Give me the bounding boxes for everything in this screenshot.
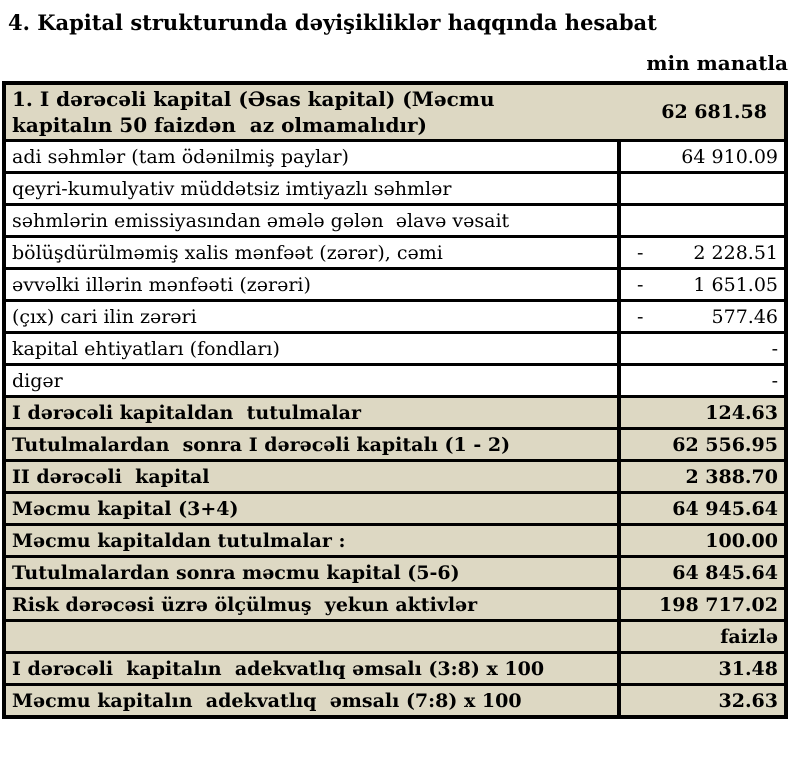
table-row: [6, 462, 784, 494]
row-label: I dərəcəli kapitaldan tutulmalar: [12, 401, 361, 424]
row-label: II dərəcəli kapital: [12, 465, 210, 488]
row-label: I dərəcəli kapitalın adekvatlıq əmsalı (3:8) x 100: [12, 657, 545, 680]
table-row: [6, 590, 784, 622]
row-value-cell: [617, 462, 784, 491]
row-value-cell: [617, 494, 784, 523]
row-value: 64 910.09: [681, 145, 778, 168]
row-label: digər: [12, 369, 63, 392]
row-label: Məcmu kapitalın adekvatlıq əmsalı (7:8) x 100: [12, 689, 522, 712]
table-row: [6, 142, 784, 174]
row-value: -: [771, 369, 778, 392]
row-value-cell: [617, 398, 784, 427]
table-row: [6, 494, 784, 526]
row-value: 62 556.95: [672, 433, 778, 456]
row-label: Tutulmalardan sonra I dərəcəli kapitalı (1 - 2): [12, 433, 511, 456]
table-row: [6, 430, 784, 462]
row-value-cell: [606, 85, 773, 139]
row-value-cell: [617, 206, 784, 235]
table-row: [6, 270, 784, 302]
page-title: 4. Kapital strukturunda dəyişikliklər haqqında hesabat: [8, 10, 657, 35]
row-value: 577.46: [711, 305, 778, 328]
row-value-cell: [617, 366, 784, 395]
row-label: Risk dərəcəsi üzrə ölçülmuş yekun aktivlər: [12, 593, 478, 616]
row-value: 62 681.58: [661, 101, 767, 123]
table-row: [6, 238, 784, 270]
row-value-cell: [617, 174, 784, 203]
row-value-cell: [617, 590, 784, 619]
row-value-cell: [617, 238, 784, 267]
row-value: 1 651.05: [693, 273, 778, 296]
row-value-cell: [617, 430, 784, 459]
row-value: 64 945.64: [672, 497, 778, 520]
row-value-cell: [617, 142, 784, 171]
row-value-cell: [617, 270, 784, 299]
table-row: [6, 302, 784, 334]
table-row: [6, 174, 784, 206]
row-value: 2 228.51: [693, 241, 778, 264]
row-value: 32.63: [718, 689, 778, 712]
table-row: [6, 686, 784, 715]
row-label: Məcmu kapital (3+4): [12, 497, 239, 520]
row-label: (çıx) cari ilin zərəri: [12, 305, 197, 328]
row-label: Tutulmalardan sonra məcmu kapital (5-6): [12, 561, 460, 584]
row-value-cell: [617, 686, 784, 715]
table-row: [6, 334, 784, 366]
row-label: bölüşdürülməmiş xalis mənfəət (zərər), cəmi: [12, 241, 443, 264]
row-value: 198 717.02: [659, 593, 778, 616]
capital-table-rows: [6, 85, 784, 715]
row-value-cell: [617, 302, 784, 331]
row-value: 31.48: [718, 657, 778, 680]
row-label: əvvəlki illərin mənfəəti (zərəri): [12, 273, 311, 296]
row-value-cell: [617, 334, 784, 363]
row-label: adi səhmlər (tam ödənilmiş paylar): [12, 145, 349, 168]
row-label: [6, 622, 617, 651]
table-row: [6, 558, 784, 590]
capital-structure-table: [2, 81, 788, 719]
row-value-cell: [617, 622, 784, 651]
table-row: [6, 398, 784, 430]
row-value-cell: [617, 558, 784, 587]
table-row: [6, 206, 784, 238]
negative-sign: -: [637, 305, 644, 328]
row-value-cell: [617, 654, 784, 683]
row-value: 124.63: [705, 401, 778, 424]
row-label: 1. I dərəcəli kapital (Əsas kapital) (Məcmu kapitalın 50 faizdən az olmamalıdır): [12, 87, 502, 137]
row-value: 100.00: [705, 529, 778, 552]
table-row: [6, 526, 784, 558]
unit-note: min manatla: [646, 51, 788, 75]
row-label: kapital ehtiyatları (fondları): [12, 337, 280, 360]
table-row: [6, 85, 784, 142]
table-row: [6, 622, 784, 654]
row-value: 64 845.64: [672, 561, 778, 584]
row-value: 2 388.70: [685, 465, 778, 488]
row-value-cell: [617, 526, 784, 555]
negative-sign: -: [637, 241, 644, 264]
row-value: faizlə: [720, 625, 778, 648]
row-label: qeyri-kumulyativ müddətsiz imtiyazlı səhmlər: [12, 177, 452, 200]
negative-sign: -: [637, 273, 644, 296]
row-label: Məcmu kapitaldan tutulmalar :: [12, 529, 346, 552]
table-row: [6, 366, 784, 398]
row-value: -: [771, 337, 778, 360]
table-row: [6, 654, 784, 686]
row-label: səhmlərin emissiyasından əmələ gələn əlavə vəsait: [12, 209, 510, 232]
